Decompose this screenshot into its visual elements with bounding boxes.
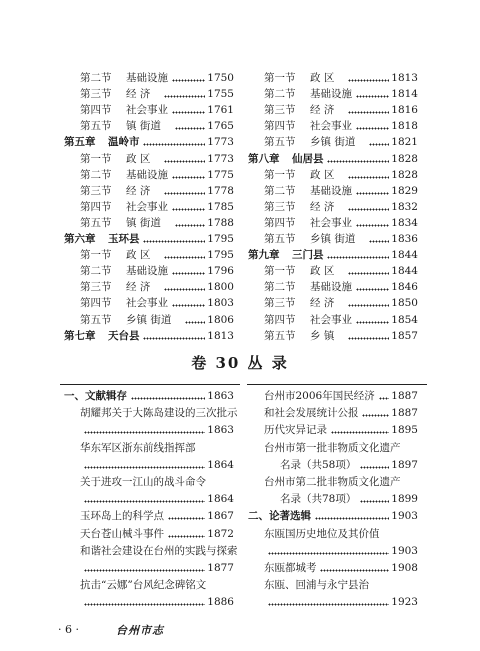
section-entry — [248, 231, 418, 247]
footer-page-number: · 6 · — [58, 623, 79, 636]
chapter-title: 仙居县 — [292, 152, 324, 165]
page-number: 1775 — [207, 168, 234, 181]
chapter-number: 第五章 — [64, 136, 96, 149]
section-entry — [248, 118, 418, 134]
page-number: 1836 — [391, 233, 418, 245]
page-number: 1821 — [391, 136, 418, 149]
footer-book-title: 台州市志 — [116, 624, 164, 637]
section-entry — [248, 328, 418, 344]
section-number: 第二节 — [264, 184, 296, 197]
article-entry — [64, 526, 234, 542]
continuation-line — [64, 594, 234, 610]
volume-rule-left — [60, 384, 240, 385]
section-title: 基础设施 — [310, 184, 352, 197]
page-number: 1785 — [207, 200, 234, 213]
volume-rule-right — [247, 384, 427, 385]
article-title: 玉环岛上的科学点 — [80, 510, 164, 523]
section-entry — [248, 295, 418, 311]
section-title: 政 区 — [126, 249, 151, 262]
section-title: 基础设施 — [126, 72, 168, 84]
chapter-title: 温岭市 — [108, 136, 140, 149]
article-entry — [64, 577, 234, 593]
article-entry — [248, 577, 418, 593]
section-title: 经 济 — [310, 200, 335, 213]
section-entry — [248, 199, 418, 215]
section-number: 第一节 — [264, 168, 296, 181]
page-number: 1872 — [207, 527, 234, 540]
section-title: 政 区 — [310, 168, 335, 181]
article-entry — [248, 526, 418, 542]
section-title: 政 区 — [126, 152, 151, 165]
section-title: 社会事业 — [126, 297, 168, 310]
page-number: 1887 — [391, 407, 418, 420]
page-number: 1800 — [207, 281, 234, 294]
section-entry — [248, 134, 418, 150]
page-number: 1863 — [207, 424, 234, 437]
section-entry — [64, 118, 234, 134]
section-title: 经 济 — [310, 104, 335, 117]
page-number: 1765 — [207, 120, 234, 133]
article-entry — [248, 388, 418, 404]
section-entry — [64, 167, 234, 183]
page-number: 1895 — [391, 424, 418, 437]
page-number: 1886 — [207, 596, 234, 609]
section-number: 第三节 — [80, 281, 112, 294]
page-number: 1814 — [391, 88, 418, 101]
section-entry — [248, 167, 418, 183]
article-title: 历代灾异记录 — [264, 424, 327, 437]
section-title: 经 济 — [126, 88, 151, 101]
section-entry — [64, 199, 234, 215]
section-entry — [64, 295, 234, 311]
chapter-entry — [64, 231, 234, 247]
page-number: 1834 — [391, 216, 418, 229]
page-number: 1854 — [391, 313, 418, 326]
page-number: 1773 — [207, 152, 234, 165]
page-number: 1857 — [391, 329, 418, 342]
article-entry — [248, 560, 418, 576]
section-entry — [64, 247, 234, 263]
section-number: 第一节 — [264, 265, 296, 278]
section-entry — [248, 86, 418, 102]
page-number: 1867 — [207, 510, 234, 523]
page-number: 1844 — [391, 249, 418, 262]
section-title: 乡镇 街道 — [126, 313, 172, 326]
section-number: 第五节 — [80, 313, 112, 326]
page-number: 1795 — [207, 233, 234, 245]
continuation-line — [64, 422, 234, 438]
volume-title: 卷 30 丛 录 — [191, 354, 289, 372]
page-number: 1788 — [207, 216, 234, 229]
section-title: 乡镇 街道 — [310, 233, 356, 245]
section-number: 第五节 — [80, 216, 112, 229]
page-number: 1813 — [207, 329, 234, 342]
page-number: 1864 — [207, 493, 234, 506]
continuation-line — [64, 491, 234, 507]
section-entry — [248, 312, 418, 328]
section-entry — [64, 183, 234, 199]
section-number: 第三节 — [264, 297, 296, 310]
section-number: 第五节 — [80, 120, 112, 133]
article-entry — [248, 440, 418, 456]
article-entry — [64, 508, 234, 524]
page-number: 1813 — [391, 72, 418, 84]
article-entry — [248, 422, 418, 438]
article-entry — [64, 543, 238, 559]
article-title: 台州市第一批非物质文化遗产 — [264, 441, 401, 454]
section-title: 基础设施 — [126, 265, 168, 278]
article-title: 华东军区浙东前线指挥部 — [80, 441, 196, 454]
page-number: 1803 — [207, 297, 234, 310]
article-entry — [64, 474, 234, 490]
section-number: 第三节 — [80, 184, 112, 197]
article-title: 台州市2006年国民经济 — [264, 390, 375, 402]
section-title: 经 济 — [126, 281, 151, 294]
category-entry — [248, 508, 418, 524]
chapter-number: 第九章 — [248, 249, 280, 262]
page-number: 1887 — [391, 390, 418, 402]
section-number: 第四节 — [264, 216, 296, 229]
section-number: 第四节 — [264, 120, 296, 133]
section-entry — [248, 263, 418, 279]
page-number: 1829 — [391, 184, 418, 197]
chapter-number: 第八章 — [248, 152, 280, 165]
page-number: 1796 — [207, 265, 234, 278]
article-title: 东瓯国历史地位及其价值 — [264, 527, 380, 540]
section-number: 第五节 — [264, 233, 296, 245]
article-title: 抗击“云娜”台风纪念碑铭文 — [80, 579, 207, 592]
continuation-line — [248, 543, 418, 559]
article-entry — [64, 440, 234, 456]
section-title: 基础设施 — [310, 281, 352, 294]
section-entry — [64, 279, 234, 295]
section-entry — [248, 183, 418, 199]
article-title: 关于进攻一江山的战斗命令 — [80, 476, 206, 488]
section-entry — [64, 312, 234, 328]
section-number: 第四节 — [80, 200, 112, 213]
article-title: 天台苍山械斗事件 — [80, 527, 164, 540]
article-title: 名录（共78项） — [280, 493, 357, 506]
chapter-entry — [248, 247, 418, 263]
category-title: 一、文献辑存 — [64, 390, 127, 402]
category-entry — [64, 388, 234, 404]
page-number: 1828 — [391, 168, 418, 181]
article-title: 东瓯、回浦与永宁县治 — [264, 579, 369, 592]
chapter-number: 第六章 — [64, 233, 96, 245]
section-title: 乡镇 街道 — [310, 136, 356, 149]
section-number: 第一节 — [80, 152, 112, 165]
article-entry — [248, 474, 418, 490]
section-number: 第二节 — [80, 72, 112, 84]
continuation-line — [64, 560, 234, 576]
page-number: 1818 — [391, 120, 418, 133]
page-number: 1863 — [207, 390, 234, 402]
article-title: 东瓯都城考 — [264, 562, 317, 574]
section-title: 社会事业 — [126, 200, 168, 213]
page-number: 1899 — [391, 493, 418, 506]
section-entry — [64, 215, 234, 231]
section-number: 第二节 — [80, 168, 112, 181]
chapter-entry — [64, 134, 234, 150]
page-number: 1755 — [207, 88, 234, 101]
section-number: 第二节 — [264, 88, 296, 101]
page-number: 1816 — [391, 104, 418, 117]
section-number: 第三节 — [80, 88, 112, 101]
section-title: 基础设施 — [126, 168, 168, 181]
continuation-line — [248, 594, 418, 610]
page-number: 1877 — [207, 562, 234, 574]
article-title: 台州市第二批非物质文化遗产 — [264, 476, 401, 488]
section-title: 经 济 — [126, 184, 151, 197]
article-title: 名录（共58项） — [280, 458, 357, 471]
chapter-number: 第七章 — [64, 329, 96, 342]
page-number: 1806 — [207, 313, 234, 326]
chapter-entry — [248, 151, 418, 167]
section-title: 乡 镇 — [310, 329, 335, 342]
article-entry — [64, 405, 238, 421]
section-number: 第四节 — [264, 313, 296, 326]
article-entry — [248, 491, 418, 507]
article-title: 和社会发展统计公报 — [264, 407, 359, 420]
section-title: 镇 街道 — [126, 120, 161, 133]
page-number: 1864 — [207, 458, 234, 471]
page-number: 1903 — [391, 510, 418, 523]
section-number: 第四节 — [80, 104, 112, 117]
page-number: 1773 — [207, 136, 234, 149]
page-number: 1846 — [391, 281, 418, 294]
article-title: 和谐社会建设在台州的实践与探索 — [80, 544, 238, 557]
chapter-title: 天台县 — [108, 329, 140, 342]
page-number: 1778 — [207, 184, 234, 197]
section-title: 镇 街道 — [126, 216, 161, 229]
section-entry — [248, 279, 418, 295]
article-entry — [248, 457, 418, 473]
section-number: 第五节 — [264, 329, 296, 342]
section-entry — [64, 70, 234, 86]
section-title: 政 区 — [310, 265, 335, 278]
continuation-line — [64, 457, 234, 473]
chapter-title: 玉环县 — [108, 233, 140, 245]
section-entry — [248, 70, 418, 86]
page-number: 1903 — [391, 544, 418, 557]
section-title: 社会事业 — [310, 120, 352, 133]
section-entry — [64, 102, 234, 118]
section-entry — [64, 263, 234, 279]
section-title: 社会事业 — [126, 104, 168, 117]
page-number: 1795 — [207, 249, 234, 262]
page-number: 1828 — [391, 152, 418, 165]
page-number: 1832 — [391, 200, 418, 213]
article-title: 胡耀邦关于大陈岛建设的三次批示 — [80, 407, 238, 420]
section-number: 第三节 — [264, 104, 296, 117]
page-number: 1923 — [391, 596, 418, 609]
section-number: 第四节 — [80, 297, 112, 310]
section-entry — [64, 86, 234, 102]
section-number: 第一节 — [80, 249, 112, 262]
section-title: 政 区 — [310, 72, 335, 84]
page-number: 1761 — [207, 104, 234, 117]
chapter-title: 三门县 — [292, 249, 324, 262]
section-number: 第二节 — [80, 265, 112, 278]
section-title: 经 济 — [310, 297, 335, 310]
section-number: 第五节 — [264, 136, 296, 149]
category-title: 二、论著选辑 — [248, 510, 311, 523]
section-entry — [64, 151, 234, 167]
page-number: 1850 — [391, 297, 418, 310]
section-entry — [248, 102, 418, 118]
section-number: 第三节 — [264, 200, 296, 213]
page-number: 1908 — [391, 562, 418, 574]
section-title: 基础设施 — [310, 88, 352, 101]
section-number: 第二节 — [264, 281, 296, 294]
section-title: 社会事业 — [310, 216, 352, 229]
section-entry — [248, 215, 418, 231]
chapter-entry — [64, 328, 234, 344]
page-number: 1844 — [391, 265, 418, 278]
page-number: 1750 — [207, 72, 234, 84]
section-title: 社会事业 — [310, 313, 352, 326]
section-number: 第一节 — [264, 72, 296, 84]
page-number: 1897 — [391, 458, 418, 471]
article-entry — [248, 405, 418, 421]
